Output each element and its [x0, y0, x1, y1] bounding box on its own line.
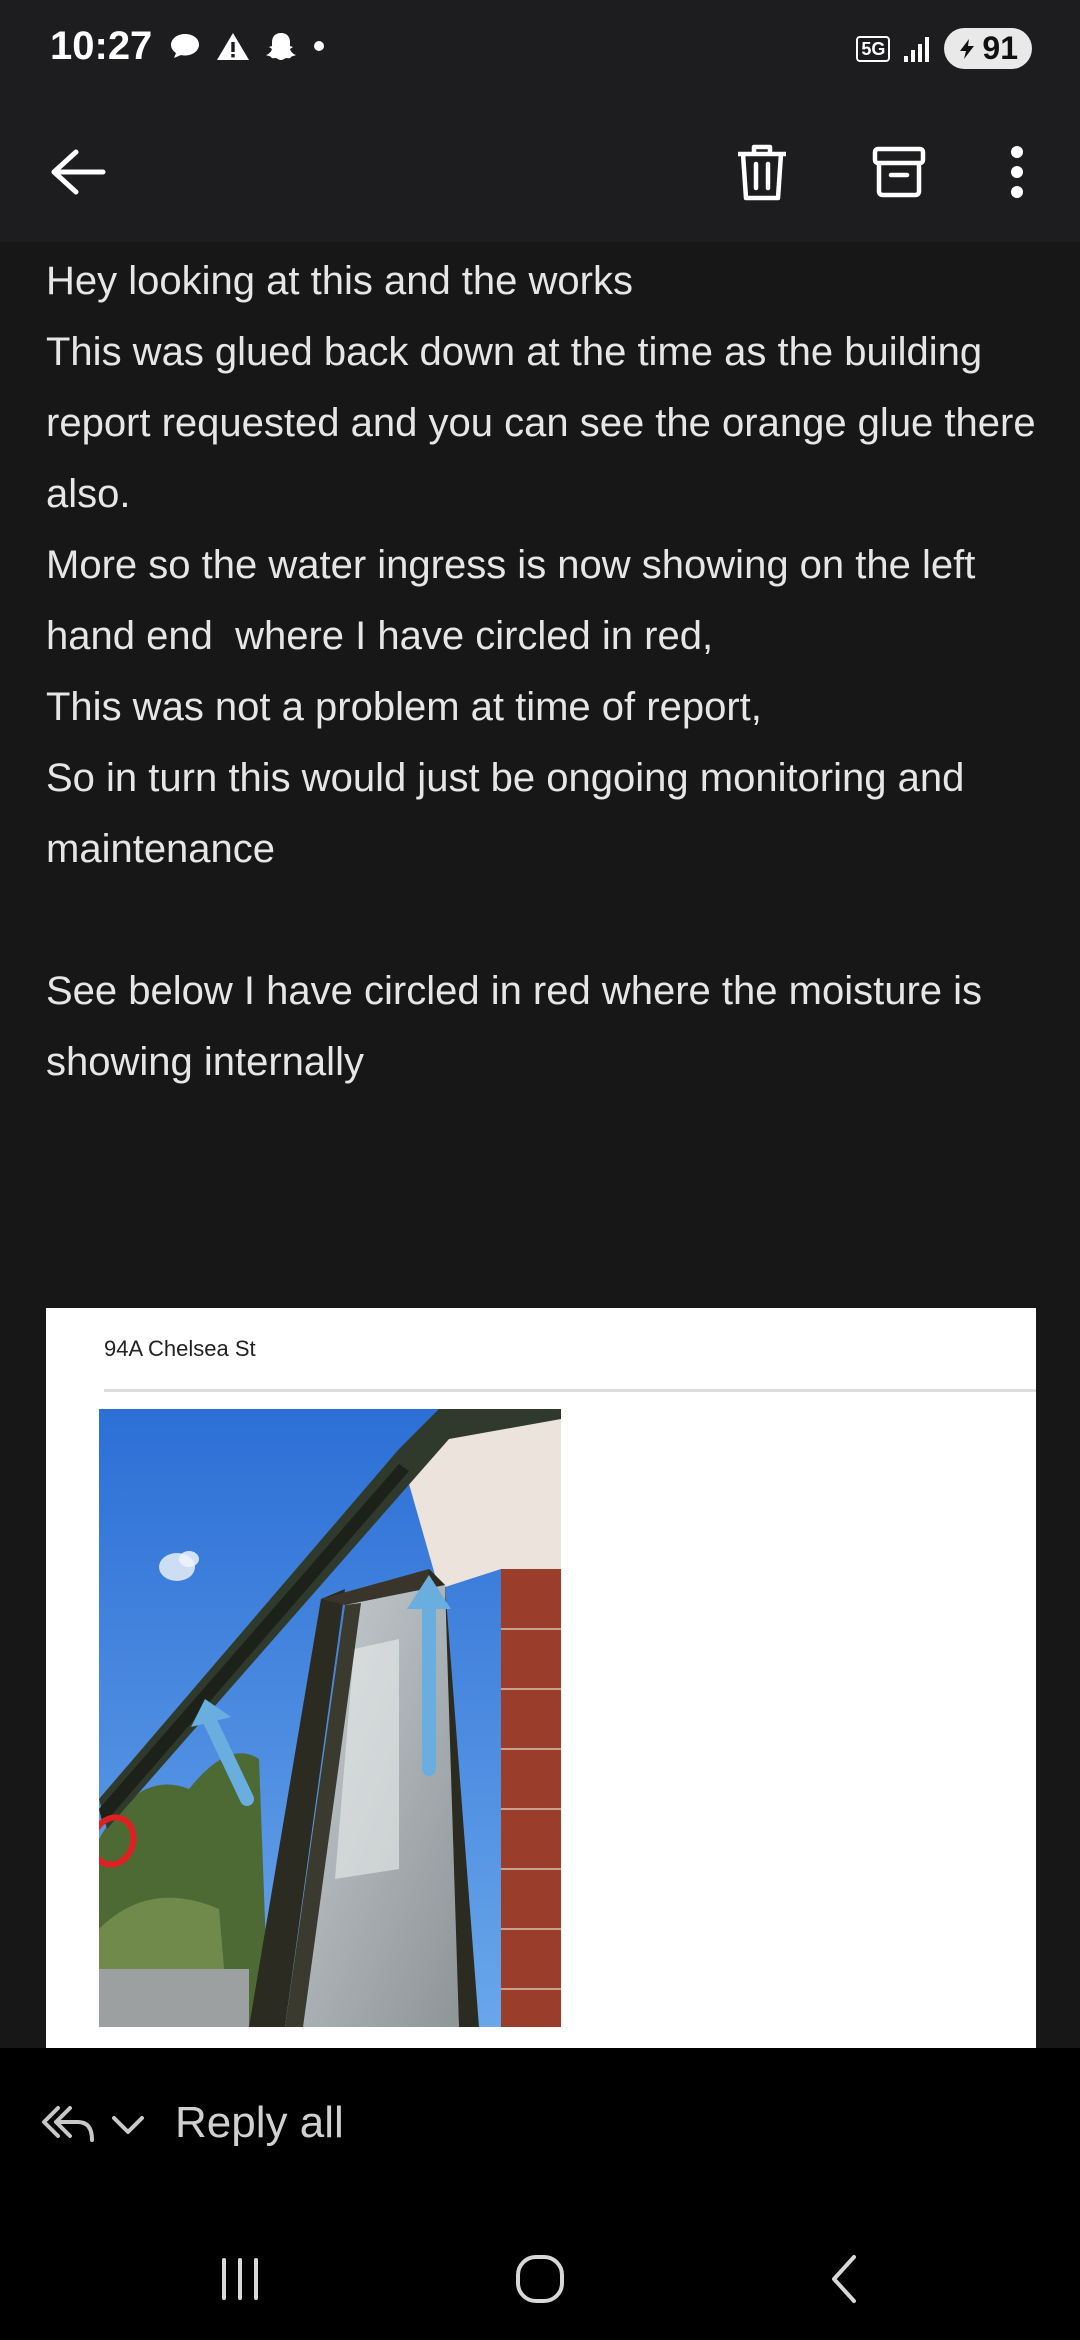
- reply-all-button[interactable]: Reply all: [175, 2098, 344, 2147]
- paragraph-spacer: [46, 885, 1036, 956]
- system-nav-bar: [0, 2208, 1080, 2340]
- more-options-button[interactable]: [977, 132, 1057, 212]
- back-icon: [824, 2252, 864, 2306]
- chat-bubble-icon: [168, 31, 202, 61]
- snapchat-icon: [264, 30, 298, 62]
- email-paragraph: This was glued back down at the time as the building report requested and you can see the orange glue there also.: [46, 330, 1047, 516]
- delete-button[interactable]: [722, 132, 802, 212]
- more-vertical-icon: [1007, 144, 1027, 200]
- nav-back-button[interactable]: [794, 2244, 894, 2314]
- warning-icon: [216, 31, 250, 61]
- status-time: 10:27: [50, 24, 153, 68]
- home-button[interactable]: [490, 2244, 590, 2314]
- email-paragraph: More so the water ingress is now showing on the left hand end where I have circled in red,: [46, 543, 987, 658]
- notification-icons: [168, 30, 326, 62]
- email-paragraph: This was not a problem at time of report,: [46, 685, 762, 729]
- email-paragraph: See below I have circled in red where the moisture is showing internally: [46, 969, 994, 1084]
- recent-apps-button[interactable]: [190, 2244, 290, 2314]
- arrow-left-icon: [48, 147, 108, 197]
- email-body: [46, 246, 1047, 1098]
- chevron-down-icon[interactable]: [108, 2110, 148, 2140]
- signal-icon: [902, 34, 932, 64]
- app-bar: [0, 100, 1080, 242]
- network-badge: 5G: [856, 36, 890, 62]
- archive-icon: [871, 145, 927, 199]
- charging-icon: [956, 38, 978, 60]
- window-frame-photo: [99, 1409, 561, 2027]
- email-paragraph: So in turn this would just be ongoing monitoring and maintenance: [46, 756, 976, 871]
- status-right: [856, 28, 1032, 69]
- attachment-divider: [104, 1389, 1036, 1392]
- dot-icon: [312, 39, 326, 53]
- battery-indicator: [944, 28, 1032, 69]
- battery-level: 91: [982, 30, 1018, 66]
- recent-apps-icon: [215, 2254, 265, 2304]
- back-button[interactable]: [38, 132, 118, 212]
- inline-image-attachment[interactable]: [46, 1308, 1036, 2048]
- trash-icon: [734, 142, 790, 202]
- reply-bar: [0, 2048, 1080, 2208]
- attachment-caption: 94A Chelsea St: [104, 1336, 256, 1361]
- status-bar: [0, 0, 1080, 100]
- reply-all-icon[interactable]: [40, 2100, 96, 2150]
- archive-button[interactable]: [859, 132, 939, 212]
- email-paragraph: Hey looking at this and the works: [46, 259, 633, 303]
- home-icon: [513, 2252, 567, 2306]
